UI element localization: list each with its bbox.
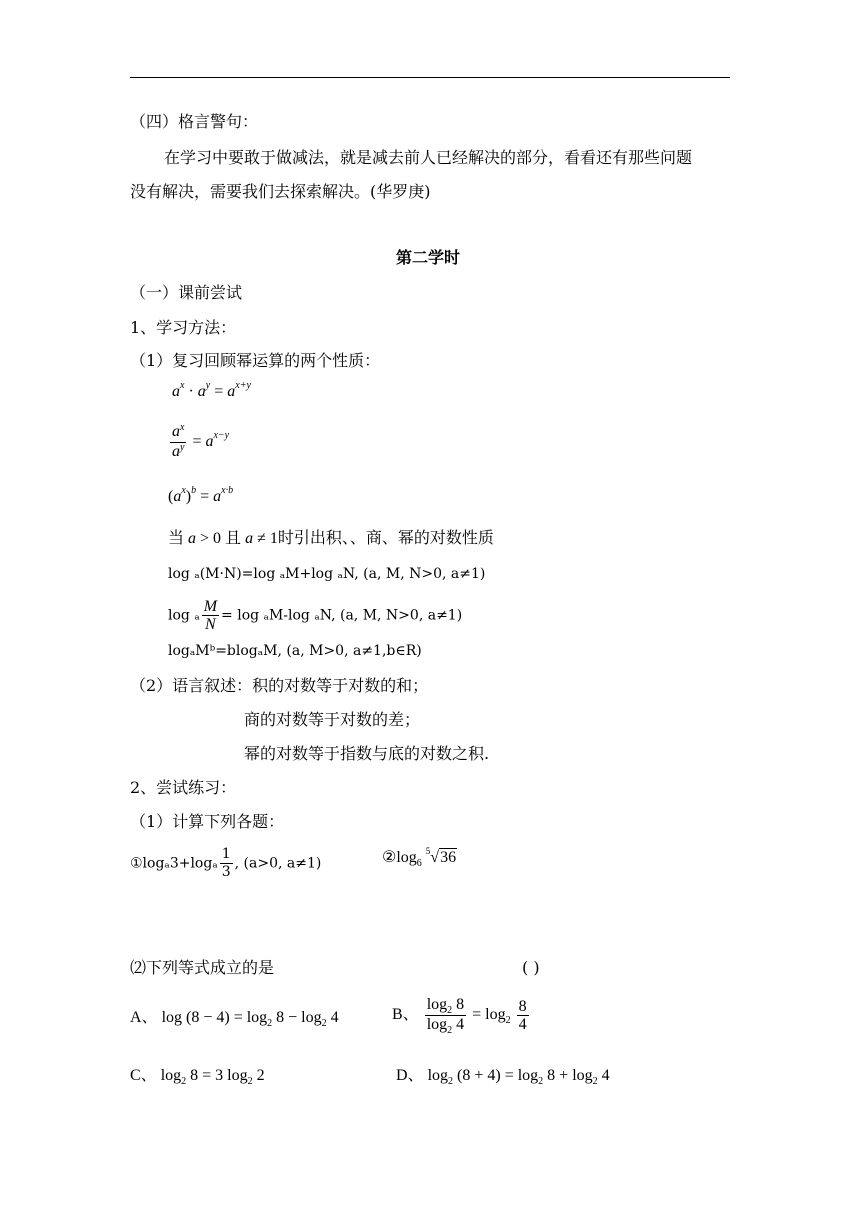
ex1b-base: 6 bbox=[416, 858, 422, 869]
exercise-1b bbox=[382, 848, 457, 870]
ex2-heading: ⑵下列等式成立的是 bbox=[130, 958, 275, 977]
sub1-heading: （1）复习回顾幂运算的两个性质： bbox=[130, 351, 381, 370]
ex1-heading: （1）计算下列各题： bbox=[130, 812, 285, 831]
exercise-1a bbox=[130, 846, 321, 881]
condition-suffix: 时引出积、、商、幂的对数性质 bbox=[277, 528, 494, 547]
option-b-label: B、 bbox=[392, 1006, 419, 1024]
sub2-line-3: 幂的对数等于指数与底的对数之积. bbox=[244, 744, 490, 763]
condition-mid: 且 bbox=[225, 528, 242, 547]
option-d: D、 $\log_2 (8 + 4) = \log_2 8 + \log_2 4$ bbox=[396, 1067, 610, 1087]
header-rule bbox=[130, 77, 730, 78]
option-c: C、 $\log_2 8 = 3$ $\log_2 2$ bbox=[130, 1067, 265, 1087]
ex1b-prefix: ②log bbox=[382, 849, 417, 866]
item2-heading: 2、尝试练习： bbox=[130, 778, 237, 797]
log-law-product: log ₐ(M·N)=log ₐM+log ₐN, (a, M, N>0, a≠1) bbox=[168, 566, 486, 582]
m-over-n-fraction: $\frac{M}{N}$ bbox=[203, 598, 218, 633]
part1-heading: （一）课前尝试 bbox=[130, 283, 243, 302]
option-a-label: A、 bbox=[130, 1009, 158, 1026]
ex1a-suffix: , (a>0, a≠1) bbox=[234, 855, 322, 872]
option-a: A、 $\log (8 - 4) = \log_2 8 - \log_2 4$ bbox=[130, 1009, 339, 1029]
quote-line-2: 没有解决，需要我们去探索解决。(华罗庚) bbox=[130, 182, 431, 201]
condition-line: 当 a > 0 且 a ≠ 1时引出积、、商、幂的对数性质 bbox=[168, 528, 494, 547]
radical-index: 5 bbox=[425, 846, 431, 856]
quote-line-1: 在学习中要敢于做减法，就是减去前人已经解决的部分，看看还有那些问题 bbox=[164, 148, 693, 167]
ex1a-prefix: ①logₐ3+logₐ bbox=[130, 855, 218, 872]
condition-prefix: 当 bbox=[168, 528, 185, 547]
lesson-title: 第二学时 bbox=[396, 248, 461, 267]
ex2-answer-blank: ( ) bbox=[522, 958, 540, 977]
law2-prefix: log ₐ bbox=[168, 607, 200, 624]
option-d-label: D、 bbox=[396, 1067, 424, 1084]
section4-heading: （四）格言警句： bbox=[130, 112, 259, 131]
radical-sign: $^5$√36 bbox=[425, 846, 457, 866]
law2-suffix: = log ₐM-log ₐN, (a, M, N>0, a≠1) bbox=[221, 607, 463, 624]
option-c-label: C、 bbox=[130, 1067, 157, 1084]
one-third-fraction: $\frac{1}{3}$ bbox=[221, 846, 231, 880]
power-rule-product: $a^x \cdot a^y = a^{x+y}$ bbox=[172, 380, 251, 400]
sub2-line-2: 商的对数等于对数的差； bbox=[244, 710, 421, 729]
power-rule-quotient: $\frac{a^x}{a^y}$ = $a^{x-y}$ bbox=[172, 422, 230, 460]
option-b: B、 $\frac{\log_2 8}{\log_2 4}$ = $\log_2$ $\frac{8}{4}$ bbox=[392, 996, 527, 1036]
item1-heading: 1、学习方法： bbox=[130, 318, 237, 337]
log-law-power: logₐMᵇ=blogₐM, (a, M>0, a≠1,b∈R) bbox=[168, 643, 422, 659]
radical-argument: 36 bbox=[440, 849, 457, 866]
power-rule-power: $(a^x)^b = a^{x\cdot b}$ bbox=[168, 485, 234, 505]
sub2-heading: （2）语言叙述：积的对数等于对数的和； bbox=[130, 676, 429, 695]
log-law-quotient bbox=[168, 598, 462, 633]
